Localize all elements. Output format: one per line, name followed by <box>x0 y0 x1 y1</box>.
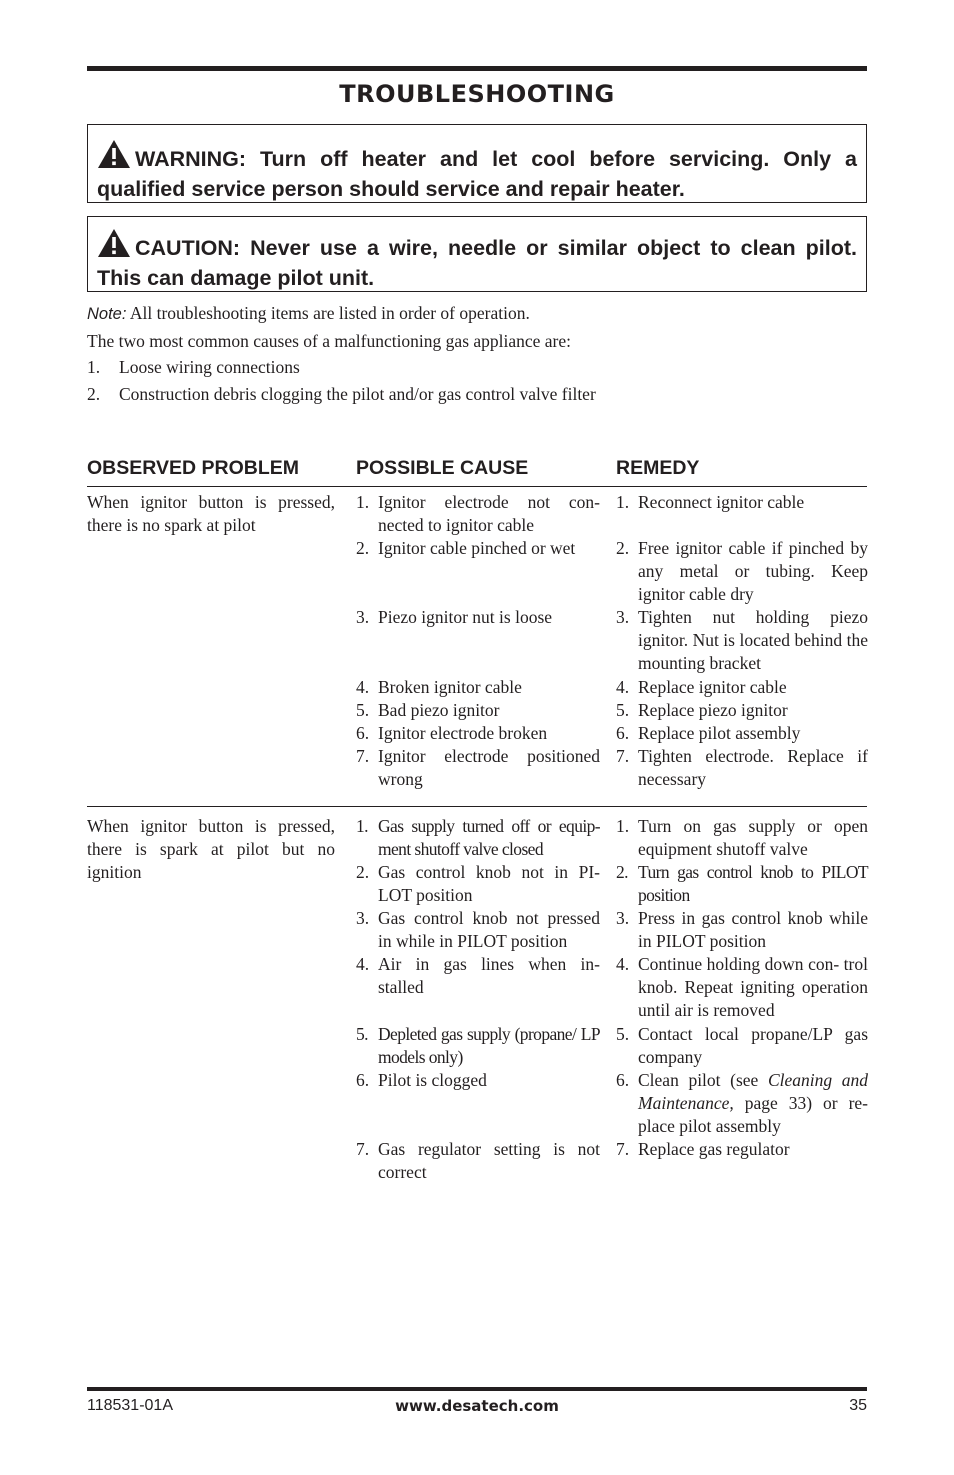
remedy-item: 7. Replace gas regulator <box>616 1139 790 1159</box>
cause-item: 5. Depleted gas supply (propane/ LP models only) <box>356 1024 600 1067</box>
remedy-item: 5. Replace piezo ignitor <box>616 700 788 720</box>
cause-item: 1. Ignitor electrode not con- nected to ignitor cable <box>356 492 600 535</box>
header-observed-problem: OBSERVED PROBLEM <box>87 457 300 479</box>
header-possible-cause: POSSIBLE CAUSE <box>356 457 529 479</box>
bottom-rule <box>87 1387 867 1391</box>
note-label: Note: <box>87 305 127 323</box>
warning-triangle-icon <box>97 228 131 265</box>
cause-item: 6. Pilot is clogged <box>356 1070 487 1090</box>
note-line <box>87 300 867 328</box>
cause-item: 5. Bad piezo ignitor <box>356 700 500 720</box>
cause-item: 4. Broken ignitor cable <box>356 677 522 697</box>
list-item: 2. Construction debris clogging the pilot and/or gas control valve filter <box>87 383 596 404</box>
remedy-item: 7. Tighten electrode. Replace if necessary <box>616 746 868 789</box>
cause-item: 2. Gas control knob not in PI- LOT position <box>356 862 600 905</box>
intro-section <box>87 300 867 407</box>
header-remedy: REMEDY <box>616 457 700 479</box>
warning-box <box>87 124 867 203</box>
remedy-item: 5. Contact local propane/LP gas company <box>616 1024 868 1067</box>
remedy-item: 3. Press in gas control knob while in PILOT position <box>616 908 868 951</box>
caution-text: CAUTION: Never use a wire, needle or similar object to clean pilot. This can damage pilot unit. <box>97 236 857 290</box>
problem-cell: When ignitor button is pressed, there is spark at pilot but no ignition <box>87 816 335 882</box>
cause-item: 3. Piezo ignitor nut is loose <box>356 607 553 627</box>
remedy-item: 6. Clean pilot (see Cleaning and Maintenance, page 33) or re- place pilot assembly <box>616 1070 868 1136</box>
problem-cell: When ignitor button is pressed, there is no spark at pilot <box>87 492 335 535</box>
cause-item: 4. Air in gas lines when in- stalled <box>356 954 600 997</box>
warning-text: WARNING: Turn off heater and let cool before servicing. Only a qualified service person should service and repair heater. <box>97 147 857 201</box>
common-causes-text: The two most common causes of a malfunctioning gas appliance are: <box>87 330 572 351</box>
top-rule <box>87 66 867 71</box>
page-number: 35 <box>849 1397 867 1414</box>
cause-item: 2. Ignitor cable pinched or wet <box>356 538 576 558</box>
remedy-item: 2. Turn gas control knob to PILOT position <box>616 862 868 905</box>
caution-box <box>87 216 867 292</box>
list-item: 1. Loose wiring connections <box>87 357 300 377</box>
note-text: All troubleshooting items are listed in order of operation. <box>126 303 530 323</box>
remedy-item: 2. Free ignitor cable if pinched by any metal or tubing. Keep ignitor cable dry <box>616 538 868 604</box>
document-code: 118531-01A <box>87 1397 173 1414</box>
warning-triangle-icon <box>97 139 131 176</box>
header-rule <box>87 486 867 487</box>
cause-item: 6. Ignitor electrode broken <box>356 723 548 743</box>
cause-item: 7. Gas regulator setting is not correct <box>356 1139 600 1182</box>
remedy-item: 4. Continue holding down con- trol knob. Repeat igniting operation until air is removed <box>616 954 868 1020</box>
cause-item: 7. Ignitor electrode positioned wrong <box>356 746 600 789</box>
footer-url: www.desatech.com <box>395 1397 559 1415</box>
cause-item: 3. Gas control knob not pressed in while in PILOT position <box>356 908 600 951</box>
remedy-item: 1. Turn on gas supply or open equipment shutoff valve <box>616 816 868 859</box>
page-title: TROUBLESHOOTING <box>339 80 615 108</box>
remedy-item: 1. Reconnect ignitor cable <box>616 492 805 512</box>
table-header <box>87 455 867 485</box>
remedy-item: 6. Replace pilot assembly <box>616 723 801 743</box>
cause-item: 1. Gas supply turned off or equip- ment shutoff valve closed <box>356 816 600 859</box>
remedy-item: 3. Tighten nut holding piezo ignitor. Nut is located behind the mounting bracket <box>616 607 868 673</box>
row-divider <box>87 806 867 807</box>
remedy-item: 4. Replace ignitor cable <box>616 677 787 697</box>
